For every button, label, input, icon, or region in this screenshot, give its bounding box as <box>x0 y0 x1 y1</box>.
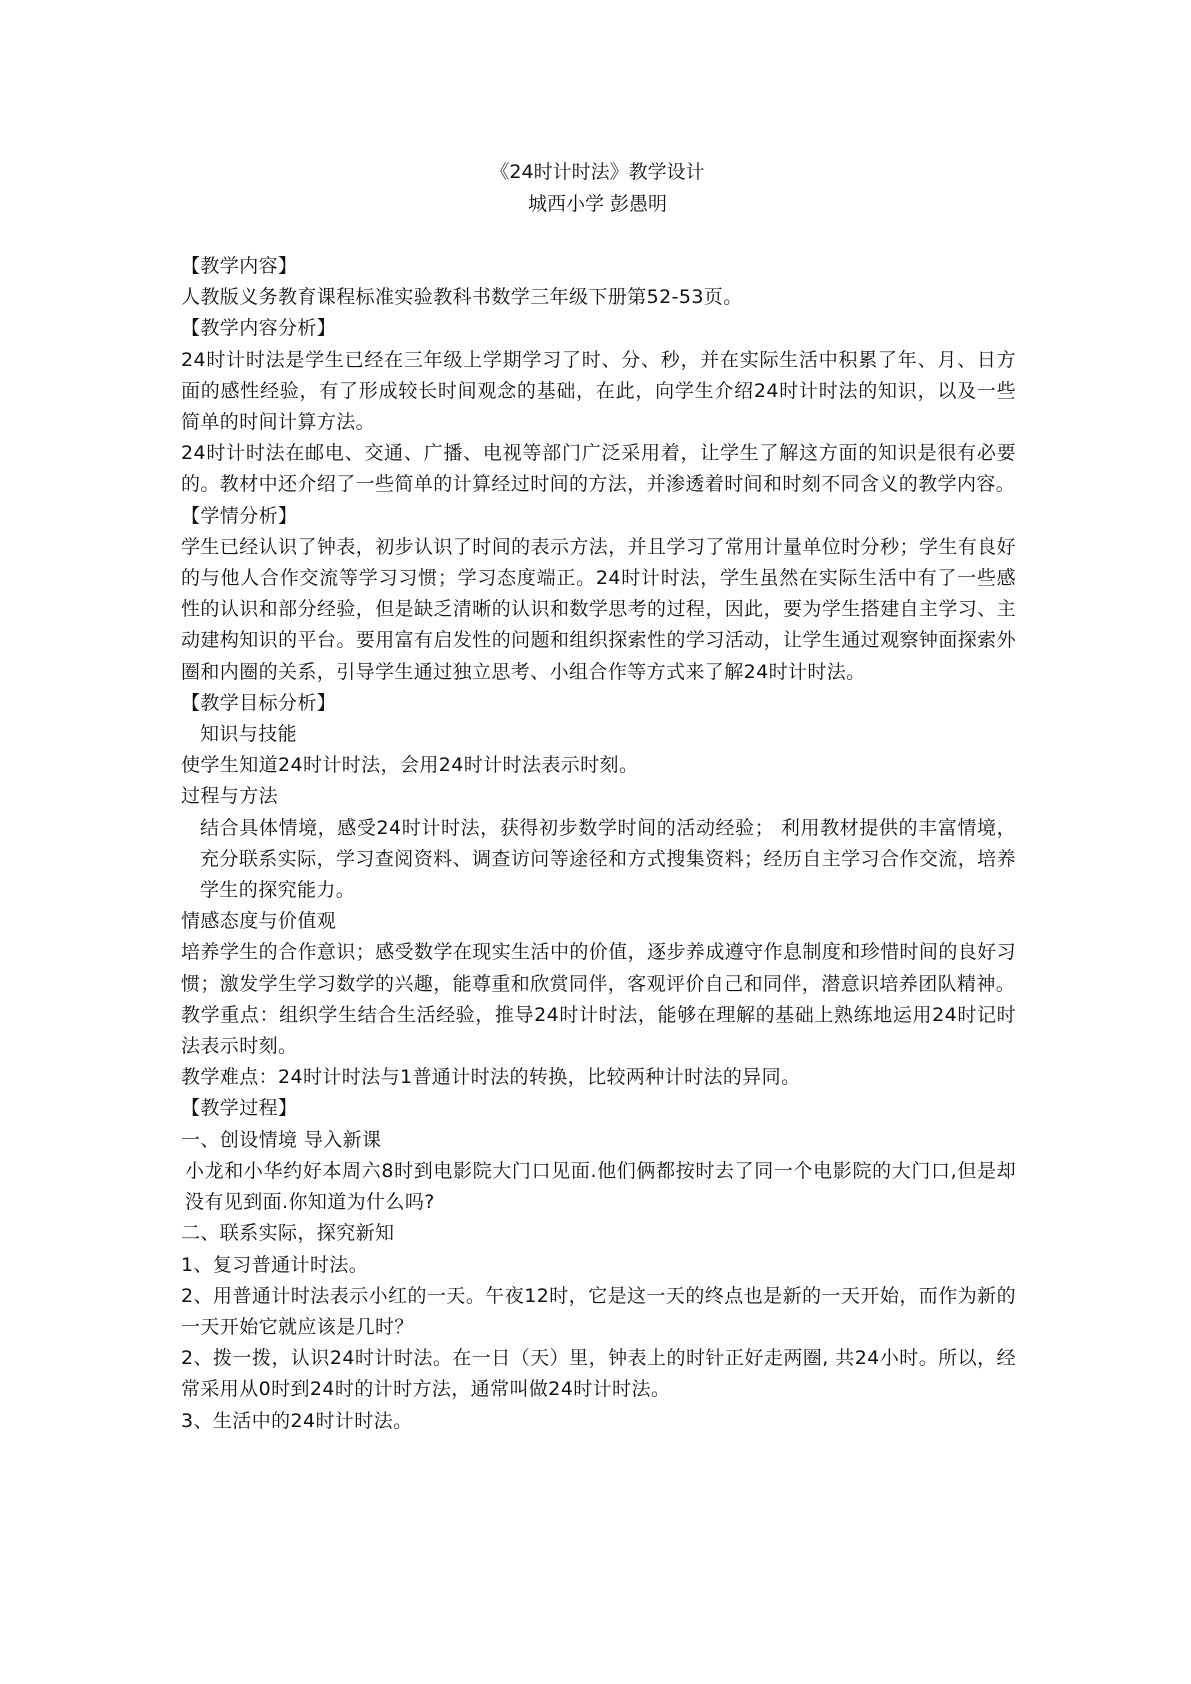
subheading: 二、联系实际，探究新知 <box>181 1222 395 1245</box>
section-heading: 【教学内容分析】 <box>181 317 337 340</box>
document-title: 《24时计时法》教学设计 <box>490 161 705 183</box>
list-item: 2、拨一拨，认识24时计时法。在一日（天）里，钟表上的时针正好走两圈, 共24小时。所以，经常采用从0时到24时的计时方法，通常叫做24时计时法。 <box>181 1347 1016 1401</box>
paragraph: 小龙和小华约好本周六8时到电影院大门口见面.他们俩都按时去了同一个电影院的大门口,但是却没有见到面.你知道为什么吗? <box>185 1159 1016 1214</box>
paragraph: 结合具体情境，感受24时计时法，获得初步数学时间的活动经验； 利用教材提供的丰富情境，充分联系实际，学习查阅资料、调查访问等途径和方式搜集资料；经历自主学习合作交流，培养学生的探究能力。 <box>200 816 1016 902</box>
section-heading: 【教学目标分析】 <box>181 691 337 714</box>
paragraph: 使学生知道24时计时法，会用24时计时法表示时刻。 <box>181 754 639 777</box>
list-item: 3、生活中的24时计时法。 <box>181 1409 413 1432</box>
title-block <box>0 156 1191 220</box>
paragraph: 培养学生的合作意识；感受数学在现实生活中的价值，逐步养成遵守作息制度和珍惜时间的良好习惯；激发学生学习数学的兴趣，能尊重和欣赏同伴，客观评价自己和同伴，潜意识培养团队精神。 <box>181 941 1016 995</box>
subheading: 过程与方法 <box>181 785 279 808</box>
list-item: 2、用普通计时法表示小红的一天。午夜12时，它是这一天的终点也是新的一天开始，而作为新的一天开始它就应该是几时？ <box>181 1284 1016 1338</box>
section-heading: 【教学过程】 <box>181 1097 298 1120</box>
paragraph: 人教版义务教育课程标准实验教科书数学三年级下册第52-53页。 <box>181 286 743 309</box>
subheading: 情感态度与价值观 <box>181 910 337 933</box>
paragraph: 教学重点：组织学生结合生活经验，推导24时计时法，能够在理解的基础上熟练地运用24时记时法表示时刻。 <box>181 1003 1016 1058</box>
section-heading: 【学情分析】 <box>181 504 298 527</box>
subheading: 知识与技能 <box>200 723 298 746</box>
section-heading: 【教学内容】 <box>181 255 298 277</box>
paragraph: 教学难点：24时计时法与1普通计时法的转换，比较两种计时法的异同。 <box>181 1066 801 1089</box>
paragraph: 学生已经认识了钟表，初步认识了时间的表示方法，并且学习了常用计量单位时分秒；学生有良好的与他人合作交流等学习习惯；学习态度端正。24时计时法，学生虽然在实际生活中有了一些感性的认识和部分经验，但是缺乏清晰的认识和数学思考的过程，因此，要为学生搭建自主学习、主动建构知识的平台。要用富有启发性的问题和组织探索性的学习活动，让学生通过观察钟面探索外圈和内圈的关系，引导学生通过独立思考、小组合作等方式来了解24时计时法。 <box>181 535 1016 683</box>
paragraph: 24时计时法在邮电、交通、广播、电视等部门广泛采用着，让学生了解这方面的知识是很有必要的。教材中还介绍了一些简单的计算经过时间的方法，并渗透着时间和时刻不同含义的教学内容。 <box>181 442 1016 496</box>
paragraph: 24时计时法是学生已经在三年级上学期学习了时、分、秒，并在实际生活中积累了年、月、日方面的感性经验，有了形成较长时间观念的基础，在此，向学生介绍24时计时法的知识，以及一些简单的时间计算方法。 <box>181 348 1016 434</box>
list-item: 1、复习普通计时法。 <box>181 1253 369 1276</box>
author-line: 城西小学 彭愚明 <box>527 193 668 215</box>
document-body <box>181 251 1016 1437</box>
subheading: 一、创设情境 导入新课 <box>181 1128 382 1151</box>
